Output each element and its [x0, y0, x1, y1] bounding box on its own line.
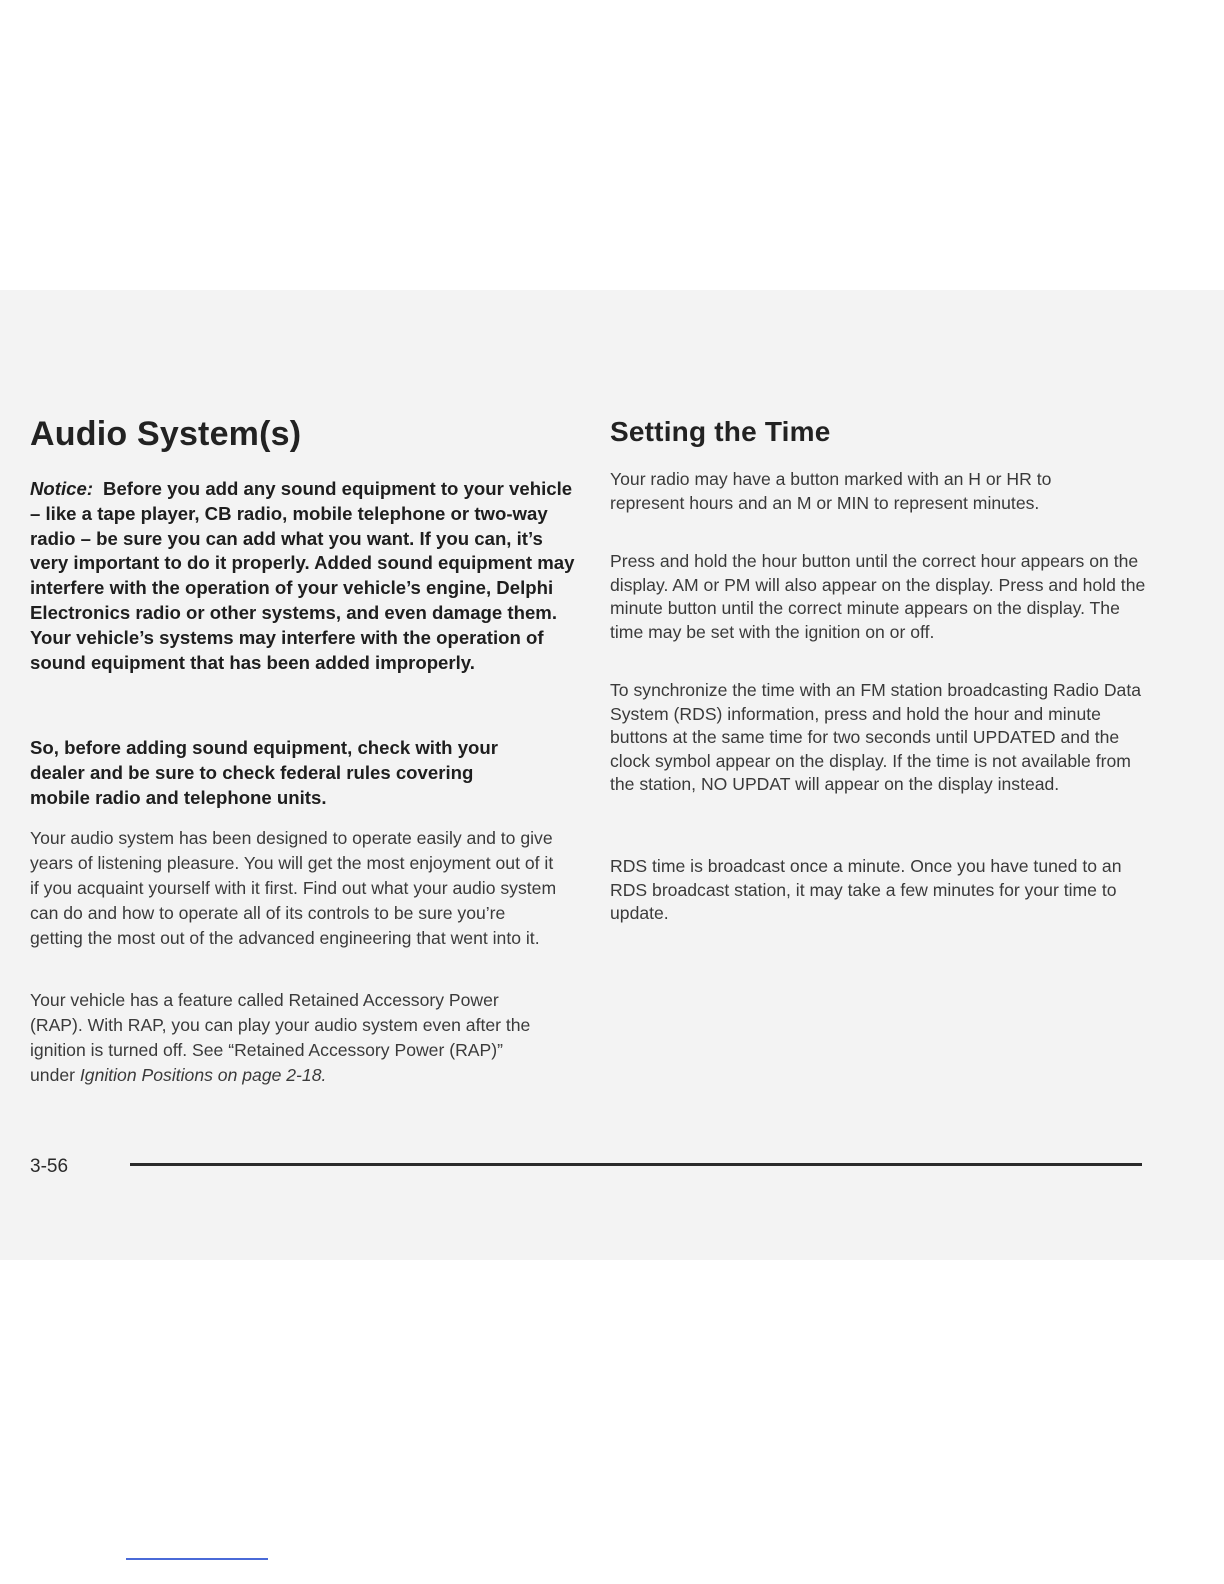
notice-label: Notice:: [30, 478, 94, 499]
ignition-positions-reference: Ignition Positions on page 2-18.: [79, 1065, 327, 1085]
warning-paragraph: So, before adding sound equipment, check with your dealer and be sure to check federal rules covering mobile radio and telephone units.: [30, 737, 498, 808]
time-paragraph-rds-broadcast: RDS time is broadcast once a minute. Once you have tuned to an RDS broadcast station, it may take a few minutes for your time to update.: [610, 856, 1122, 923]
manual-page: [0, 290, 1224, 1260]
section-heading-setting-time: Setting the Time: [610, 416, 831, 447]
bottom-link-underline: [126, 1558, 268, 1560]
section-heading-audio-systems: Audio System(s): [30, 415, 302, 453]
notice-paragraph: [30, 477, 575, 675]
time-paragraph-press-hold: Press and hold the hour button until the correct hour appears on the display. AM or PM will also appear on the display. Press and hold the minute button until the correct minute appears on the display. The time may be set with the ignition on or off.: [610, 551, 1146, 642]
notice-text: Before you add any sound equipment to your vehicle – like a tape player, CB radio, mobile telephone or two-way radio – be sure you can add what you want. If you can, it’s very important to do it properly. Added sound equipment may interfere with the operation of your vehicle’s engine, Delphi Electronics radio or other systems, and even damage them. Your vehicle’s systems may interfere with the operation of sound equipment that has been added improperly.: [30, 478, 575, 673]
page-number: 3-56: [30, 1156, 69, 1177]
rap-paragraph: [30, 988, 535, 1088]
audio-intro-paragraph: Your audio system has been designed to operate easily and to give years of listening pleasure. You will get the most enjoyment out of it if you acquaint yourself with it first. Find out what your audio system can do and how to operate all of its controls to be sure you’re getting the most out of the advanced engineering that went into it.: [30, 828, 557, 948]
time-paragraph-buttons: Your radio may have a button marked with an H or HR to represent hours and an M or MIN to represent minutes.: [610, 469, 1052, 513]
footer-rule: [130, 1163, 1142, 1166]
time-paragraph-rds-sync: To synchronize the time with an FM station broadcasting Radio Data System (RDS) information, press and hold the hour and minute buttons at the same time for two seconds until UPDATED and the clock symbol appear on the display. If the time is not available from the station, NO UPDAT will appear on the display instead.: [610, 680, 1142, 794]
rap-text: Your vehicle has a feature called Retained Accessory Power (RAP). With RAP, you can play your audio system even after the ignition is turned off. See “Retained Accessory Power (RAP)” under: [30, 990, 531, 1085]
